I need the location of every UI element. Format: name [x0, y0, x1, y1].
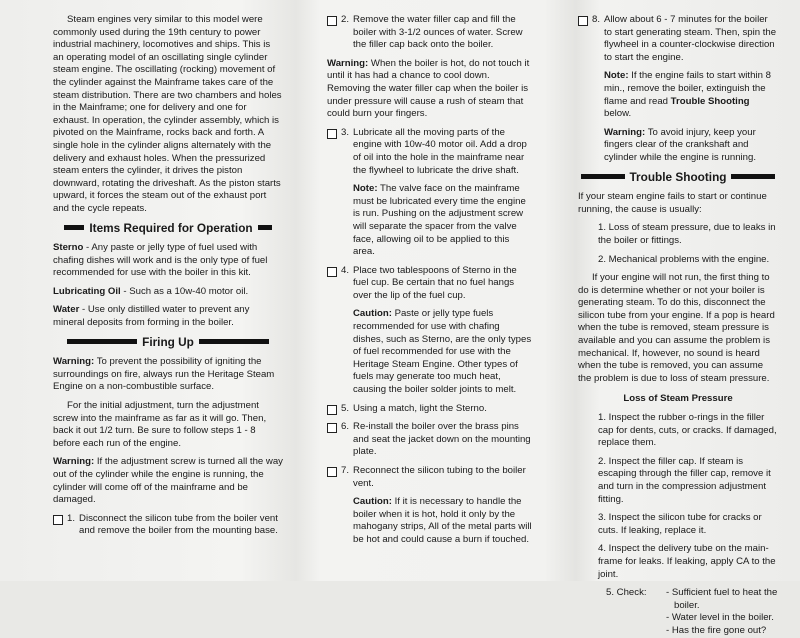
trouble-shooting-heading: Trouble Shooting	[578, 171, 778, 184]
note-start-failure: Note: If the engine fails to start within 8 min., remove the boiler, extinguish the flame and read Trouble Shooting below.	[604, 70, 771, 120]
checkbox[interactable]	[327, 16, 337, 26]
heading-bar	[258, 225, 272, 230]
column-right	[578, 14, 778, 638]
firing-up-heading: Firing Up	[53, 336, 283, 349]
loss-step-5: 5. Check: - Sufficient fuel to heat the boiler. - Water level in the boiler. - Has the fire gone out?	[606, 587, 778, 636]
checkbox[interactable]	[578, 16, 588, 26]
loss-of-steam-heading: Loss of Steam Pressure	[623, 393, 733, 405]
step-8: 8. Allow about 6 - 7 minutes for the boiler to start generating steam. Then, spin the flywheel in a counter-clockwise direction to start the engine.	[578, 14, 778, 64]
cause-1: 1. Loss of steam pressure, due to leaks in the boiler or fittings.	[598, 222, 776, 246]
heading-bar	[67, 339, 137, 344]
trouble-body: If your engine will not run, the first thing to do is determine whether or not your boiler is generating steam. To do this, disconnect the silicon tube from your engine. If a pop is heard when the tube is removed, steam pressure is available and you can assume the problem is mechanical. If, however, no sound is heard when the tube is removed, you can assume the problem is due to loss of steam pressure.	[578, 272, 775, 384]
warning-adjustment: Warning: If the adjustment screw is turned all the way out of the cylinder while the engine is running, the cylinder will come off of the mainframe and be damaged.	[53, 456, 283, 506]
loss-step-3: 3. Inspect the silicon tube for cracks or cuts. If leaking, replace it.	[598, 512, 762, 536]
loss-step-1: 1. Inspect the rubber o-rings in the filler cap for dents, cuts, or cracks. If damaged, replace them.	[598, 412, 777, 449]
step-6: 6. Re-install the boiler over the brass pins and seat the jacket down on the mounting plate.	[327, 421, 532, 459]
cause-2: 2. Mechanical problems with the engine.	[598, 253, 770, 265]
check-item: - Has the fire gone out?	[666, 624, 767, 636]
checkbox[interactable]	[327, 129, 337, 139]
heading-bar	[64, 225, 84, 230]
note-valve-face: Note: The valve face on the mainframe must be lubricated every time the engine is run. Pushing on the adjustment screw will separate the spacer from the valve face, allowing oil to be applied to this area.	[353, 183, 526, 258]
loss-step-4: 4. Inspect the delivery tube on the main-frame for leaks. If leaking, apply CA to the joint.	[598, 543, 776, 580]
step-3: 3. Lubricate all the moving parts of the engine with 10w-40 motor oil. Add a drop of oil into the hole in the mainframe near the flywheel to lubricate the drive shaft.	[327, 127, 532, 177]
checkbox[interactable]	[327, 267, 337, 277]
checkbox[interactable]	[327, 467, 337, 477]
sterno-item: Sterno - Any paste or jelly type of fuel used with chafing dishes will work and is the only type of fuel recommended for use with the boiler in this kit.	[53, 242, 268, 279]
water-item: Water - Use only distilled water to prevent any mineral deposits from forming in the boiler.	[53, 304, 250, 329]
trouble-intro: If your steam engine fails to start or continue running, the cause is usually:	[578, 191, 767, 215]
step-2: 2. Remove the water filler cap and fill the boiler with 3-1/2 ounces of water. Screw the filler cap back onto the boiler.	[327, 14, 532, 52]
checkbox[interactable]	[327, 405, 337, 415]
oil-item: Lubricating Oil - Such as a 10w-40 motor oil.	[53, 285, 249, 297]
step-5: 5. Using a match, light the Sterno.	[327, 403, 532, 416]
caution-handling: Caution: If it is necessary to handle the boiler when it is hot, hold it only by the mahogany strips, All of the metal parts will be hot and could cause a burn if touched.	[353, 496, 532, 545]
column-middle	[327, 14, 532, 553]
caution-fuel: Caution: Paste or jelly type fuels recommended for use with chafing dishes, such as Sterno, are the only types of fuel recommended for use with the Heritage Steam Engine. Other types of fuels may generate too much heat, causing the boiler solder joints to melt.	[353, 308, 532, 396]
heading-bar	[199, 339, 269, 344]
checkbox[interactable]	[327, 423, 337, 433]
heading-bar	[731, 174, 775, 179]
intro-paragraph: Steam engines very similar to this model were commonly used during the 19th century to power industrial machinery, locomotives and ships. This is an operating model of an oscillating single cylinder steam engine. The oscillating (rocking) movement of the cylinder against the Mainframe takes care of the steam distribution. There are two chambers and holes in the Mainframe; one for delivery and one for exhaust. In operation, the cylinder assembly, which is pivoted on the Mainframe, rocks back and forth. A single hole in the cylinder aligns alternately with the delivery and exhaust holes. When the pressurized steam enters the cylinder, it drives the piston downward, rotating the driveshaft. As the piston starts upward, it forces the steam out of the exhaust port and the cycle repeats.	[53, 14, 282, 214]
step-1: 1. Disconnect the silicon tube from the boiler vent and remove the boiler from the mounting base.	[53, 513, 283, 538]
heading-bar	[581, 174, 625, 179]
check-list	[666, 587, 778, 637]
column-left	[53, 14, 283, 544]
items-required-heading: Items Required for Operation	[53, 222, 283, 235]
warning-injury: Warning: To avoid injury, keep your fingers clear of the crankshaft and cylinder while the engine is running.	[604, 126, 756, 163]
initial-adjustment: For the initial adjustment, turn the adjustment screw into the mainframe as far as it will go. Then, back it out 1/2 turn. Be sure to follow steps 1 - 8 before each run of the engine.	[53, 400, 267, 449]
step-7: 7. Reconnect the silicon tubing to the boiler vent.	[327, 465, 532, 490]
check-item: - Water level in the boiler.	[666, 612, 774, 624]
warning-surface: Warning: To prevent the possibility of igniting the surroundings on fire, always run the Heritage Steam Engine on a non-combustible surface.	[53, 356, 275, 393]
step-4: 4. Place two tablespoons of Sterno in the fuel cup. Be certain that no fuel hangs over the lip of the fuel cup.	[327, 265, 532, 303]
checkbox[interactable]	[53, 515, 63, 525]
check-item: - Sufficient fuel to heat the boiler.	[666, 587, 778, 611]
loss-step-2: 2. Inspect the filler cap. If steam is escaping through the filler cap, remove it and turn in the compression adjustment fitting.	[598, 455, 771, 505]
warning-hot-boiler: Warning: When the boiler is hot, do not touch it until it has had a chance to cool down. Removing the water filler cap when the boiler is under pressure will cause a rush of steam that could burn your fingers.	[327, 57, 530, 120]
